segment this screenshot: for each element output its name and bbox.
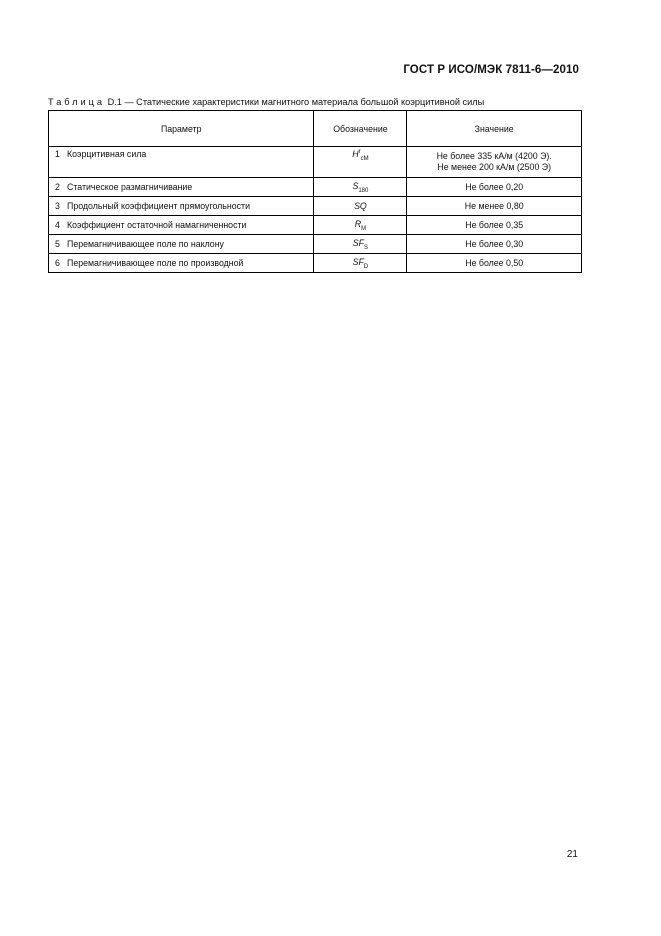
row-number: 6 (55, 258, 60, 268)
value-cell: Не более 0,50 (407, 254, 582, 273)
symbol-main: S (352, 180, 359, 191)
value-line: Не более 335 кА/м (4200 Э). (436, 151, 552, 161)
symbol-subscript: cM (360, 155, 369, 162)
caption-word: Таблица (48, 97, 106, 107)
symbol-cell (314, 147, 407, 178)
column-header-symbol: Обозначение (314, 111, 407, 147)
value-cell: Не более 0,30 (407, 235, 582, 254)
parameter-name: Перемагничивающее поле по производной (67, 258, 244, 268)
symbol-main: SF (352, 256, 364, 267)
value-cell (407, 147, 582, 178)
parameter-name: Статическое размагничивание (67, 182, 193, 192)
symbol-subscript: 180 (358, 187, 369, 194)
value-line: Не менее 200 кА/м (2500 Э) (437, 162, 552, 172)
caption-text: D.1 — Статические характеристики магнитного материала большой коэрцитивной силы (107, 97, 485, 107)
symbol-subscript: S (364, 244, 369, 251)
symbol-main: R (354, 218, 362, 229)
value-cell: Не менее 0,80 (407, 197, 582, 216)
symbol-main: SF (352, 237, 365, 248)
parameter-name: Коэффициент остаточной намагниченности (67, 220, 247, 230)
parameter-cell (49, 216, 314, 235)
parameter-cell (49, 254, 314, 273)
symbol-subscript: M (361, 225, 367, 232)
symbol-subscript: D (363, 263, 369, 270)
symbol-cell (314, 178, 407, 197)
symbol-main: H (352, 149, 359, 159)
parameter-cell (49, 178, 314, 197)
column-header-value: Значение (407, 111, 582, 147)
row-number: 2 (55, 182, 60, 192)
parameter-name: Перемагничивающее поле по наклону (67, 239, 224, 249)
row-number: 4 (55, 220, 60, 230)
symbol-main: SQ (354, 201, 367, 211)
parameter-name: Продольный коэффициент прямоугольности (67, 201, 250, 211)
column-header-parameter: Параметр (49, 111, 314, 147)
row-number: 3 (55, 201, 60, 211)
table-row (49, 178, 582, 197)
parameter-cell (49, 147, 314, 178)
table-row (49, 216, 582, 235)
parameter-name: Коэрцитивная сила (67, 149, 147, 159)
parameter-cell (49, 235, 314, 254)
table-row (49, 254, 582, 273)
value-cell: Не более 0,35 (407, 216, 582, 235)
table-row (49, 197, 582, 216)
table-row (49, 235, 582, 254)
table-caption (48, 97, 484, 107)
symbol-superscript: r (358, 149, 361, 156)
parameter-cell (49, 197, 314, 216)
symbol-cell (314, 254, 407, 273)
symbol-cell (314, 216, 407, 235)
row-number: 1 (55, 149, 60, 159)
page-number: 21 (566, 849, 578, 860)
characteristics-table (48, 110, 582, 273)
table-row (49, 147, 582, 178)
row-number: 5 (55, 239, 60, 249)
value-cell: Не более 0,20 (407, 178, 582, 197)
symbol-cell (314, 197, 407, 216)
standard-header: ГОСТ Р ИСО/МЭК 7811-6—2010 (403, 64, 579, 76)
symbol-cell (314, 235, 407, 254)
table-header-row (49, 111, 582, 147)
